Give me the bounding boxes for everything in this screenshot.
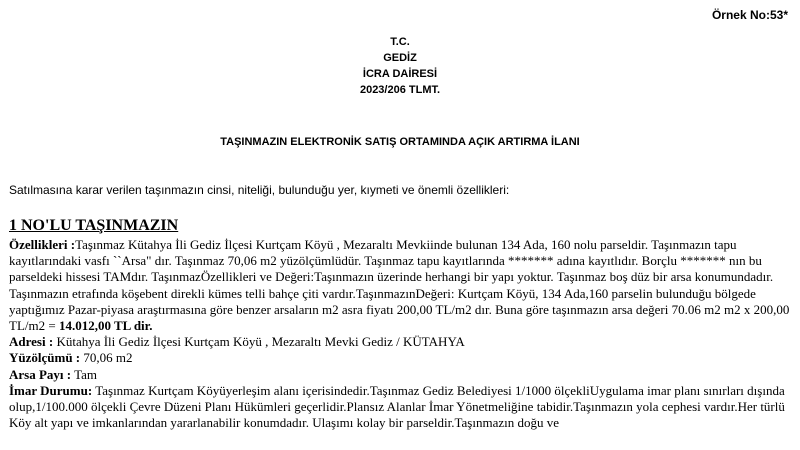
features-label: Özellikleri : [9, 237, 76, 252]
document-header [0, 34, 800, 98]
features-text: Taşınmaz Kütahya İli Gediz İlçesi Kurtçam Köyü , Mezaraltı Mevkiinde bulunan 134 Ada, 160 nolu parseldir. Taşınmazın tapu kayıtlarındaki vasfı ``Arsa" dır. Taşınmaz 70,06 m2 yüzölçümlüdür. Taşınmaz tapu kayıtlarında ******* adına kayıtlıdır. Borçlu ******* nın bu parseldeki hissesi TAMdır. TaşınmazÖzellikleri ve Değeri:Taşınmazın üzerinde herhangi bir yapı yoktur. Taşınmaz boş düz bir arsa konumundadır. Taşınmazın etrafında köşebent direkli kümes telli bahçe çiti vardır.TaşınmazınDeğeri: Kurtçam Köyü, 134 Ada,160 parselin bulunduğu bölgede yaptığımız Pazar-piyasa araştırmasına göre benzer arsaların m2 asra fiyatı 200,00 TL/m2 dır. Buna göre taşınmazın arsa değeri 70.06 m2 m2 x 200,00 TL/m2 = [9, 237, 790, 334]
header-city: GEDİZ [383, 52, 417, 64]
land-share-value: Tam [71, 366, 98, 382]
intro-text: Satılmasına karar verilen taşınmazın cinsi, niteliği, bulunduğu yer, kıymeti ve önemli özellikleri: [9, 183, 510, 197]
area-label: Yüzölçümü : [9, 350, 81, 366]
page-title: TAŞINMAZIN ELEKTRONİK SATIŞ ORTAMINDA AÇIK ARTIRMA İLANI [220, 136, 580, 148]
address-label: Adresi : [9, 334, 54, 350]
land-share-label: Arsa Payı : [9, 366, 72, 382]
area-value: 70,06 m2 [80, 350, 133, 366]
property-value: 14.012,00 TL dir. [58, 318, 153, 334]
header-tc: T.C. [390, 36, 410, 48]
header-office: İCRA DAİRESİ [362, 68, 438, 80]
header-file-number: 2023/206 TLMT. [359, 84, 441, 96]
land-share-row [9, 367, 793, 383]
features-paragraph [9, 237, 793, 334]
zoning-text: Taşınmaz Kurtçam Köyüyerleşim alanı içerisindedir.Taşınmaz Gediz Belediyesi 1/1000 ölçekliUygulama imar planı sınırları dışında olup,1/100.000 ölçekli Çevre Düzeni Planı Hükümleri geçerlidir.Plansız Alanlar İmar Yönetmeliğine tabidir.Taşınmazın yola cephesi vardır.Her türlü Köy alt yapı ve imkanlarından yararlanabilir konumdadır. Ulaşımı kolay bir parseldir.Taşınmazın doğu ve [9, 382, 785, 431]
property-details [9, 237, 793, 431]
zoning-label: İmar Durumu: [9, 382, 93, 398]
area-row [9, 350, 793, 366]
sample-number: Örnek No:53* [711, 8, 788, 22]
zoning-paragraph [9, 383, 793, 432]
address-value: Kütahya İli Gediz İlçesi Kurtçam Köyü , Mezaraltı Mevki Gediz / KÜTAHYA [53, 334, 465, 350]
property-heading: 1 NO'LU TAŞINMAZIN [9, 217, 179, 234]
address-row [9, 334, 793, 350]
